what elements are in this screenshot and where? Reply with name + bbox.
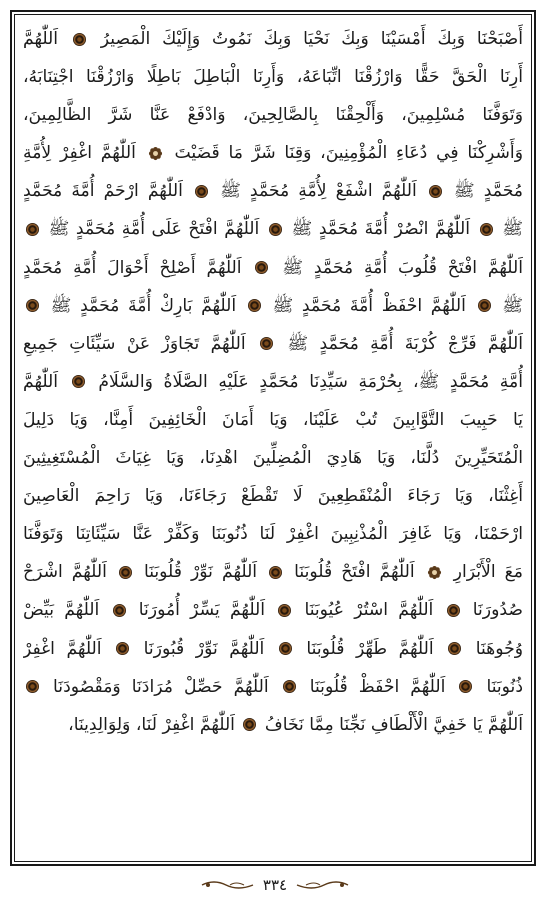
round-rosette-icon [480, 223, 493, 236]
round-rosette-icon [478, 299, 491, 312]
text-line: اَللّٰهُمَّ يَا خَفِيَّ الْأَلْطَافِ نَجِّنَا مِمَّا نَخَافُ اَللّٰهُمَّ اغْفِرْ لَنَا، وَلِوَالِدِينَا، [68, 714, 523, 735]
text-line: اَللّٰهُمَّ افْتَحْ قُلُوبَ أُمَّةِ مُحَمَّدٍ ﷺ اَللّٰهُمَّ أَصْلِحْ أَحْوَالَ أُمَّةِ مُحَمَّدٍ [23, 257, 523, 278]
text-line: وَأَشْرِكْنَا فِي دُعَاءِ الْمُؤْمِنِينَ، وَقِنَا شَرَّ مَا قَضَيْتَ اَللّٰهُمَّ اغْفِرْ لِأُمَّةِ [23, 143, 523, 164]
round-rosette-icon [448, 642, 461, 655]
round-rosette-icon [429, 185, 442, 198]
text-line: أَرِنَا الْحَقَّ حَقًّا وَارْزُقْنَا اتِّبَاعَهُ، وَأَرِنَا الْبَاطِلَ بَاطِلًا وَارْزُقْنَا اجْتِنَابَهُ، [23, 67, 523, 88]
text-line: مَعَ الْأَبْرَارِ اَللّٰهُمَّ افْتَحْ قُلُوبَنَا اَللّٰهُمَّ نَوِّرْ قُلُوبَنَا اَللّٰهُمَّ اشْرَحْ [23, 562, 523, 583]
page-number: ٣٣٤ [262, 876, 288, 894]
round-rosette-icon [26, 680, 39, 693]
text-line: وَتَوَفَّنَا مُسْلِمِينَ، وَأَلْحِقْنَا بِالصَّالِحِينَ، وَادْفَعْ عَنَّا شَرَّ الظَّالِمِينَ، [23, 105, 523, 126]
round-rosette-icon [243, 718, 256, 731]
text-line: وُجُوهَنَا اَللّٰهُمَّ طَهِّرْ قُلُوبَنَا اَللّٰهُمَّ نَوِّرْ قُبُورَنَا اَللّٰهُمَّ اغْفِرْ [23, 638, 523, 659]
text-line: مُحَمَّدٍ ﷺ اَللّٰهُمَّ اشْفَعْ لِأُمَّةِ مُحَمَّدٍ ﷺ اَللّٰهُمَّ ارْحَمْ أُمَّةَ مُحَمَّدٍ [23, 181, 523, 202]
page-footer [0, 874, 550, 896]
round-rosette-icon [72, 375, 85, 388]
round-rosette-icon [255, 261, 268, 274]
text-line: ﷺ اَللّٰهُمَّ احْفَظْ أُمَّةَ مُحَمَّدٍ ﷺ اَللّٰهُمَّ بَارِكْ أُمَّةَ مُحَمَّدٍ ﷺ [23, 287, 523, 325]
round-rosette-icon [248, 299, 261, 312]
round-rosette-icon [283, 680, 296, 693]
round-rosette-icon [113, 604, 126, 617]
prayer-text-block [20, 20, 526, 858]
left-ornament-icon [200, 879, 255, 891]
round-rosette-icon [73, 33, 86, 46]
text-line: الْمُتَحَيِّرِينَ دُلَّنَا، وَيَا هَادِيَ الْمُضِلِّينَ اهْدِنَا، وَيَا غِيَاثَ الْمُسْتَغِيثِينَ [23, 448, 523, 469]
round-rosette-icon [260, 337, 273, 350]
round-rosette-icon [269, 566, 282, 579]
round-rosette-icon [269, 223, 282, 236]
text-line: صُدُورَنَا اَللّٰهُمَّ اسْتُرْ عُيُوبَنَا اَللّٰهُمَّ يَسِّرْ أُمُورَنَا اَللّٰهُمَّ بَيِّضْ [23, 600, 523, 621]
right-ornament-icon [295, 879, 350, 891]
round-rosette-icon [26, 299, 39, 312]
text-line: أُمَّةِ مُحَمَّدٍ ﷺ، بِحُرْمَةِ سَيِّدِنَا مُحَمَّدٍ عَلَيْهِ الصَّلَاةُ وَالسَّلَامُ اَللّٰهُمَّ [23, 371, 523, 392]
round-rosette-icon [278, 604, 291, 617]
round-rosette-icon [459, 680, 472, 693]
flower-rosette-icon [427, 565, 442, 580]
text-line: يَا حَبِيبَ التَّوَّابِينَ تُبْ عَلَيْنَا، وَيَا أَمَانَ الْخَائِفِينَ أَمِنَّا، وَيَا دَلِيلَ [23, 409, 523, 430]
text-line: أَصْبَحْنَا وَبِكَ أَمْسَيْنَا وَبِكَ نَحْيَا وَبِكَ نَمُوتُ وَإِلَيْكَ الْمَصِيرُ اَللّٰهُمَّ [23, 29, 523, 49]
text-line: ذُنُوبَنَا اَللّٰهُمَّ احْفَظْ قُلُوبَنَا اَللّٰهُمَّ حَصِّلْ مُرَادَنَا وَمَقْصُودَنَا [23, 668, 523, 706]
text-line: أَغِثْنَا، وَيَا رَجَاءَ الْمُنْقَطِعِينَ لَا تَقْطَعْ رَجَاءَنَا، وَيَا رَاحِمَ الْعَاصِينَ [23, 486, 523, 507]
flower-rosette-icon [148, 146, 163, 161]
text-line: ارْحَمْنَا، وَيَا غَافِرَ الْمُذْنِبِينَ اغْفِرْ لَنَا ذُنُوبَنَا وَكَفِّرْ عَنَّا سَيِّئَاتِنَا وَتَوَفَّنَا [23, 524, 523, 545]
text-line: ﷺ اَللّٰهُمَّ انْصُرْ أُمَّةَ مُحَمَّدٍ ﷺ اَللّٰهُمَّ افْتَحْ عَلَى أُمَّةِ مُحَمَّدٍ ﷺ [23, 210, 523, 248]
round-rosette-icon [116, 642, 129, 655]
round-rosette-icon [26, 223, 39, 236]
round-rosette-icon [119, 566, 132, 579]
text-line: اَللّٰهُمَّ فَرِّجْ كُرْبَةَ أُمَّةِ مُحَمَّدٍ ﷺ اَللّٰهُمَّ تَجَاوَزْ عَنْ سَيِّئَاتِ جَمِيعِ [23, 333, 523, 354]
round-rosette-icon [447, 604, 460, 617]
round-rosette-icon [279, 642, 292, 655]
round-rosette-icon [195, 185, 208, 198]
